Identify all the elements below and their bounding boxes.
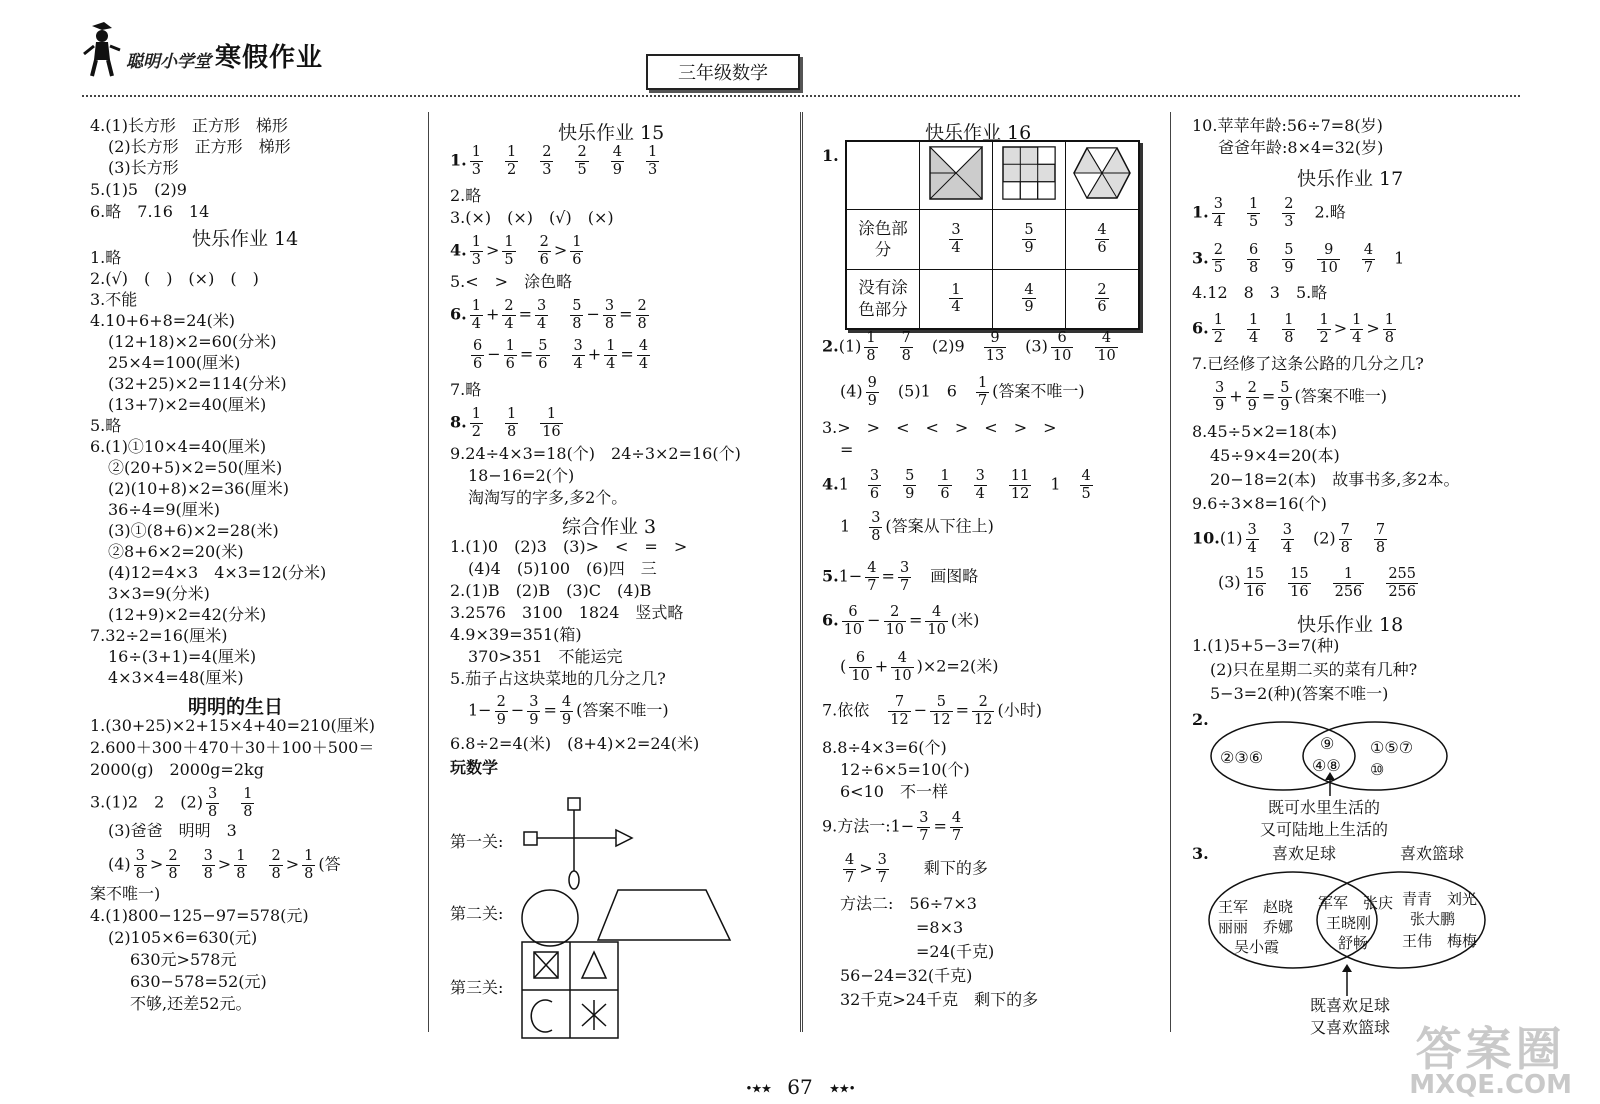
answer-line: 3.> > < < > < > > <box>822 418 1057 437</box>
answer-line: 36÷4=9(厘米) <box>108 500 221 519</box>
answer-line: 630元>578元 <box>130 950 237 969</box>
table-cell: $\frac{2}{6}$ <box>1066 269 1140 329</box>
answer-line: 8.45÷5×2=18(本) <box>1192 422 1338 441</box>
answer-line: 9.6÷3×8=16(个) <box>1192 494 1327 513</box>
answer-line: 5.1− $\frac{4}{7}$ = $\frac{3}{7}$ 画图略 <box>822 560 979 594</box>
answer-line: 8.8÷4×3=6(个) <box>822 738 947 757</box>
table-cell: $\frac{1}{4}$ <box>920 269 993 329</box>
answer-line: 45÷9×4=20(本) <box>1210 446 1340 465</box>
answer-line: 2.(1) $\frac{1}{8}$ $\frac{7}{8}$ (2)9 $\frac{9}{13}$ (3) $\frac{6}{10}$ $\frac{4}{10}$ <box>822 330 1116 364</box>
answer-line: 6.略 7.16 14 <box>90 202 210 221</box>
answer-line: 3.不能 <box>90 290 138 309</box>
answer-line: 32千克>24千克 剩下的多 <box>840 990 1039 1009</box>
answer-line: 10.苹苹年龄:56÷7=8(岁) <box>1192 116 1383 135</box>
answer-line: ②8+6×2=20(米) <box>108 542 244 561</box>
answer-line: (4)4 (5)100 (6)四 三 <box>468 559 657 578</box>
table-cell: $\frac{5}{9}$ <box>993 209 1066 269</box>
boy-figure-icon <box>82 20 122 80</box>
answer-line: 16÷(3+1)=4(厘米) <box>108 647 257 666</box>
answer-line: ②(20+5)×2=50(厘米) <box>108 458 283 477</box>
answer-line: 3.(1)2 2 (2) $\frac{3}{8}$ $\frac{1}{8}$ <box>90 786 253 820</box>
answer-line: 2.略 <box>450 186 482 205</box>
table-cell <box>920 141 993 209</box>
answer-line: = <box>840 440 854 459</box>
answer-line: 8. $\frac{1}{2}$ $\frac{1}{8}$ $\frac{1}{16}$ <box>450 406 561 440</box>
answer-line: 6. $\frac{1}{4}$ + $\frac{2}{4}$ = $\frac{3}{4}$ $\frac{5}{8}$ − $\frac{3}{8}$ = $\frac{2}{8}$ <box>450 298 647 332</box>
brand-script-text: 聪明小学堂 <box>126 52 211 72</box>
section-title: 快乐作业 14 <box>192 228 299 250</box>
answer-line: (2)只在星期二买的菜有几种? <box>1210 660 1418 679</box>
answer-line: 4.1 $\frac{3}{6}$ $\frac{5}{9}$ $\frac{1}{6}$ $\frac{3}{4}$ $\frac{11}{12}$ 1 $\frac{4}{5}$ <box>822 468 1091 502</box>
answer-line: 1.略 <box>90 248 122 267</box>
answer-line: (32+25)×2=114(分米) <box>108 374 287 393</box>
answer-line: 3.(×) (×) (√) (×) <box>450 208 614 227</box>
venn-right-names: 青青 刘光 <box>1402 890 1478 908</box>
answer-line: (3)长方形 <box>108 158 179 177</box>
answer-line: 爸爸年龄:8×4=32(岁) <box>1218 138 1384 157</box>
venn-right-item: ⑩ <box>1370 760 1385 779</box>
answer-line: 6.(1)①10×4=40(厘米) <box>90 437 267 456</box>
table-cell: $\frac{4}{6}$ <box>1066 209 1140 269</box>
venn-caption: 又可陆地上生活的 <box>1260 820 1389 839</box>
answer-line: 3×3=9(分米) <box>108 584 210 603</box>
venn-set-label: 喜欢足球 <box>1272 844 1337 863</box>
level2-shapes-figure <box>520 888 740 948</box>
venn-left-names: 丽丽 乔娜 <box>1218 918 1294 936</box>
answer-line: 方法二: 56÷7×3 <box>840 894 977 913</box>
answer-line: 4.(1)长方形 正方形 梯形 <box>90 116 288 135</box>
answer-line: (2)105×6=630(元) <box>108 928 258 947</box>
answer-line: 7.已经修了这条公路的几分之几? <box>1192 354 1424 373</box>
answer-line: $\frac{4}{7}$ > $\frac{3}{7}$ 剩下的多 <box>845 852 988 886</box>
venn-caption: 既可水里生活的 <box>1268 798 1381 817</box>
column-divider <box>1170 112 1171 1032</box>
answer-line: 1− $\frac{2}{9}$ − $\frac{3}{9}$ = $\frac{4}{9}$ (答案不唯一) <box>468 694 669 728</box>
table-cell <box>1066 141 1140 209</box>
section-title: 快乐作业 16 <box>925 122 1032 144</box>
answer-line: =24(千克) <box>916 942 995 961</box>
answer-line: 4.12 8 3 5.略 <box>1192 283 1328 302</box>
venn-middle-item: ⑨ <box>1320 734 1335 753</box>
venn-right-names: 王伟 梅梅 <box>1402 932 1478 950</box>
answer-line: 4.9×39=351(箱) <box>450 625 582 644</box>
answer-line: 5.略 <box>90 416 122 435</box>
page-footer <box>0 1075 1600 1099</box>
answer-line: (3)①(8+6)×2=28(米) <box>108 521 279 540</box>
answer-line: 5.(1)5 (2)9 <box>90 180 187 199</box>
venn-right-names: 张大鹏 <box>1410 910 1456 928</box>
venn-caption: 既喜欢足球 <box>1310 996 1391 1015</box>
answer-line: 4×3×4=48(厘米) <box>108 668 244 687</box>
answer-line: ( $\frac{6}{10}$ + $\frac{4}{10}$ )×2=2(米) <box>840 650 999 684</box>
level3-grid-figure <box>520 940 620 1040</box>
answer-line: (12+9)×2=42(分米) <box>108 605 267 624</box>
header-divider <box>82 95 1520 97</box>
answer-line: 4.10+6+8=24(米) <box>90 311 236 330</box>
venn-caption: 又喜欢篮球 <box>1310 1018 1391 1037</box>
table-row-label: 涂色部分 <box>846 209 920 269</box>
answer-line: (4) $\frac{9}{9}$ (5)1 6 $\frac{1}{7}$ (答案不唯一) <box>840 375 1085 409</box>
answer-line: 56−24=32(千克) <box>840 966 973 985</box>
brand-title: 寒假作业 <box>215 43 324 73</box>
answer-line: (2)长方形 正方形 梯形 <box>108 137 291 156</box>
column-divider <box>428 112 429 1032</box>
answer-line: =8×3 <box>916 918 964 937</box>
answer-line: 3. $\frac{2}{5}$ $\frac{6}{8}$ $\frac{5}{9}$ $\frac{9}{10}$ $\frac{4}{7}$ 1 <box>1192 242 1405 276</box>
answer-line: 1. $\frac{1}{3}$ $\frac{1}{2}$ $\frac{2}{3}$ $\frac{2}{5}$ $\frac{4}{9}$ $\frac{1}{3}$ <box>450 144 658 178</box>
venn-left-names: 王军 赵晓 <box>1218 898 1294 916</box>
grade-subject-label: 三年级数学 <box>646 54 800 90</box>
table-corner <box>846 141 920 209</box>
answer-line: 12÷6×5=10(个) <box>840 760 970 779</box>
brand-logo <box>82 20 323 80</box>
answer-line: 淘淘写的字多,多2个。 <box>468 488 628 507</box>
fraction-table <box>845 140 1140 330</box>
answer-line: 2.600＋300＋470＋30＋100＋500＝ <box>90 738 375 757</box>
section-title: 快乐作业 17 <box>1297 168 1404 190</box>
answer-line: 1.(1)5+5−3=7(种) <box>1192 636 1340 655</box>
answer-line: 6. $\frac{6}{10}$ − $\frac{2}{10}$ = $\frac{4}{10}$ (米) <box>822 604 980 638</box>
answer-line: 630−578=52(元) <box>130 972 267 991</box>
page-header <box>0 0 1600 95</box>
answer-line: $\frac{6}{6}$ − $\frac{1}{6}$ = $\frac{5}{6}$ $\frac{3}{4}$ + $\frac{1}{4}$ = $\frac{4}{4}$ <box>473 338 649 372</box>
venn-right-items: ①⑤⑦ <box>1370 738 1414 757</box>
table-cell: $\frac{4}{9}$ <box>993 269 1066 329</box>
answer-line: 1.(1)0 (2)3 (3)> < = > <box>450 537 688 556</box>
table-cell <box>993 141 1066 209</box>
answer-line: 370>351 不能运完 <box>468 647 623 666</box>
answer-line: 7.依依 $\frac{7}{12}$ − $\frac{5}{12}$ = $\frac{2}{12}$ (小时) <box>822 694 1042 728</box>
answer-line: 6. $\frac{1}{2}$ $\frac{1}{4}$ $\frac{1}{8}$ $\frac{1}{2}$ > $\frac{1}{4}$ > $\frac{1}{8}$ <box>1192 312 1394 346</box>
star-icon: ★★• <box>829 1081 855 1096</box>
star-icon: •★★ <box>745 1081 771 1096</box>
answer-line: 1 $\frac{3}{8}$ (答案从下往上) <box>840 510 994 544</box>
answer-line: 1.(30+25)×2+15×4+40=210(厘米) <box>90 716 376 735</box>
square-grid-icon <box>1001 145 1057 201</box>
answer-line: 18−16=2(个) <box>468 466 575 485</box>
answer-line: 5.茄子占这块菜地的几分之几? <box>450 669 666 688</box>
answer-line: 6<10 不一样 <box>840 782 948 801</box>
level1-cross-figure <box>520 795 640 895</box>
answer-line: 1. <box>822 146 839 165</box>
venn-left-items: ②③⑥ <box>1220 748 1264 767</box>
section-title: 快乐作业 18 <box>1297 614 1404 636</box>
answer-line: (12+18)×2=60(分米) <box>108 332 277 351</box>
answer-line: (2)(10+8)×2=36(厘米) <box>108 479 289 498</box>
column-divider <box>800 112 803 1032</box>
venn-middle-items: ④⑧ <box>1312 756 1341 775</box>
answer-line: 10.(1) $\frac{3}{4}$ $\frac{3}{4}$ (2) $\frac{7}{8}$ $\frac{7}{8}$ <box>1192 522 1386 556</box>
answer-line: $\frac{3}{9}$ + $\frac{2}{9}$ = $\frac{5}{9}$ (答案不唯一) <box>1215 380 1388 414</box>
answer-line: 7.32÷2=16(厘米) <box>90 626 228 645</box>
section-title: 玩数学 <box>450 758 499 777</box>
answer-line: (13+7)×2=40(厘米) <box>108 395 267 414</box>
page-number: 67 <box>787 1075 813 1099</box>
answer-line: 2.(1)B (2)B (3)C (4)B <box>450 581 652 600</box>
answer-line: 20−18=2(本) 故事书多,多2本。 <box>1210 470 1460 489</box>
answer-line: 6.8÷2=4(米) (8+4)×2=24(米) <box>450 734 700 753</box>
answer-line: 2. <box>1192 710 1209 729</box>
answer-line: (3) $\frac{15}{16}$ $\frac{15}{16}$ $\frac{1}{256}$ $\frac{255}{256}$ <box>1218 566 1416 600</box>
level-label: 第二关: <box>450 904 504 923</box>
answer-line: 9.24÷4×3=18(个) 24÷3×2=16(个) <box>450 444 741 463</box>
square-diagonals-icon <box>928 145 984 201</box>
table-row-label: 没有涂色部分 <box>846 269 920 329</box>
venn-middle-names: 军军 张庆 <box>1318 894 1394 912</box>
answer-line: 4. $\frac{1}{3}$ > $\frac{1}{5}$ $\frac{2}{6}$ > $\frac{1}{6}$ <box>450 234 582 268</box>
answer-line: 2.(√) ( ) (×) ( ) <box>90 269 259 288</box>
section-title: 快乐作业 15 <box>558 122 665 144</box>
answer-line: 7.略 <box>450 380 482 399</box>
answer-line: (4) $\frac{3}{8}$ > $\frac{2}{8}$ $\frac{3}{8}$ > $\frac{1}{8}$ $\frac{2}{8}$ > $\frac{1}{8}$ (答 <box>108 848 341 882</box>
answer-line: 25×4=100(厘米) <box>108 353 241 372</box>
venn-middle-names: 王晓刚 <box>1326 914 1372 932</box>
venn-set-label: 喜欢篮球 <box>1400 844 1465 863</box>
answer-line: 1. $\frac{3}{4}$ $\frac{1}{5}$ $\frac{2}{3}$ 2.略 <box>1192 196 1346 230</box>
section-title: 综合作业 3 <box>562 516 657 538</box>
watermark-logo: 答案圈 MXQE.COM <box>1409 1022 1572 1100</box>
answer-line: (3)爸爸 明明 3 <box>108 821 237 840</box>
answer-line: 3. <box>1192 844 1209 863</box>
venn-middle-names: 舒畅 <box>1338 934 1369 952</box>
answer-line: 9.方法一:1− $\frac{3}{7}$ = $\frac{4}{7}$ <box>822 810 962 844</box>
answer-line: 3.2576 3100 1824 竖式略 <box>450 603 684 622</box>
answer-line: 4.(1)800−125−97=578(元) <box>90 906 309 925</box>
table-cell: $\frac{3}{4}$ <box>920 209 993 269</box>
venn-left-names: 吴小霞 <box>1234 938 1280 956</box>
answer-line: 5−3=2(种)(答案不唯一) <box>1210 684 1389 703</box>
answer-line: (4)12=4×3 4×3=12(分米) <box>108 563 327 582</box>
level-label: 第三关: <box>450 978 504 997</box>
answer-line: 2000(g) 2000g=2kg <box>90 760 264 779</box>
hexagon-icon <box>1072 145 1132 201</box>
answer-line: 案不唯一) <box>90 884 161 903</box>
section-title: 明明的生日 <box>188 696 284 718</box>
answer-line: 5.< > 涂色略 <box>450 272 573 291</box>
answer-line: 不够,还差52元。 <box>130 994 252 1013</box>
level-label: 第一关: <box>450 832 504 851</box>
